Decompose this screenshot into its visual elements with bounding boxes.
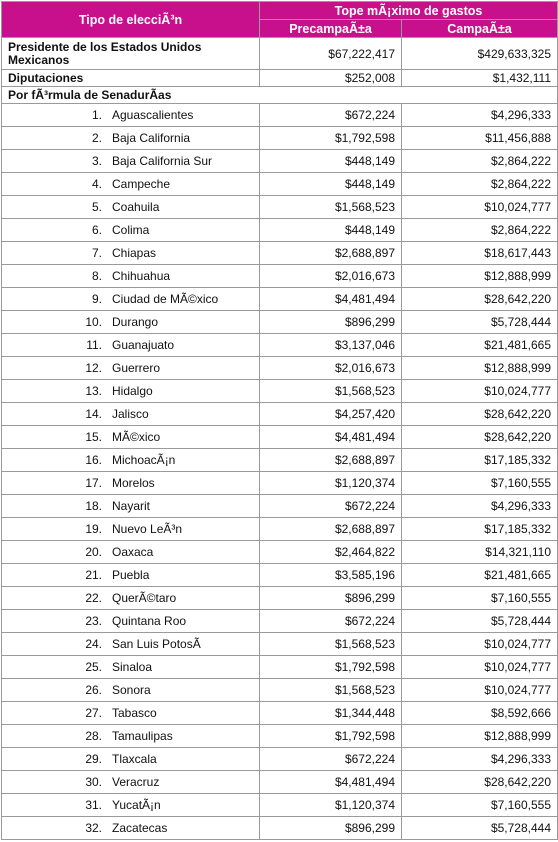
table-row	[2, 748, 558, 771]
state-name: Morelos	[112, 476, 155, 490]
table-row	[2, 242, 558, 265]
table-row	[2, 104, 558, 127]
state-cell	[2, 357, 260, 380]
table-row	[2, 679, 558, 702]
state-cell	[2, 288, 260, 311]
state-name: Tamaulipas	[112, 729, 173, 743]
campaign-value: $8,592,666	[402, 702, 558, 725]
state-cell	[2, 127, 260, 150]
state-name: YucatÃ¡n	[112, 798, 161, 812]
precampaign-header: PrecampaÃ±a	[260, 20, 402, 38]
state-cell	[2, 196, 260, 219]
row-label: Presidente de los Estados Unidos Mexicanos	[2, 38, 260, 70]
state-number: 3.	[91, 154, 102, 168]
precampaign-value: $2,016,673	[260, 357, 402, 380]
precampaign-value: $1,344,448	[260, 702, 402, 725]
precampaign-value: $896,299	[260, 587, 402, 610]
precampaign-value: $672,224	[260, 748, 402, 771]
state-number: 11.	[86, 338, 102, 352]
precampaign-value: $4,481,494	[260, 426, 402, 449]
state-cell	[2, 242, 260, 265]
precampaign-value: $252,008	[260, 70, 402, 87]
state-number: 6.	[91, 223, 102, 237]
state-cell	[2, 748, 260, 771]
campaign-value: $17,185,332	[402, 518, 558, 541]
state-number: 26.	[85, 683, 102, 697]
table-row	[2, 449, 558, 472]
state-name: Ciudad de MÃ©xico	[112, 292, 219, 306]
campaign-value: $12,888,999	[402, 265, 558, 288]
campaign-value: $5,728,444	[402, 610, 558, 633]
state-number: 32.	[85, 821, 102, 835]
campaign-value: $2,864,222	[402, 219, 558, 242]
campaign-value: $14,321,110	[402, 541, 558, 564]
state-name: QuerÃ©taro	[112, 591, 177, 605]
campaign-value: $5,728,444	[402, 311, 558, 334]
campaign-value: $10,024,777	[402, 633, 558, 656]
state-number: 22.	[85, 591, 102, 605]
state-cell	[2, 150, 260, 173]
table-row	[2, 380, 558, 403]
precampaign-value: $1,120,374	[260, 794, 402, 817]
precampaign-value: $2,688,897	[260, 518, 402, 541]
state-name: Puebla	[112, 568, 150, 582]
campaign-value: $17,185,332	[402, 449, 558, 472]
campaign-value: $12,888,999	[402, 725, 558, 748]
state-cell	[2, 219, 260, 242]
state-name: Chiapas	[112, 246, 157, 260]
state-name: Oaxaca	[112, 545, 154, 559]
state-cell	[2, 311, 260, 334]
campaign-value: $28,642,220	[402, 426, 558, 449]
state-cell	[2, 173, 260, 196]
state-name: MichoacÃ¡n	[112, 453, 176, 467]
state-number: 25.	[85, 660, 102, 674]
precampaign-value: $67,222,417	[260, 38, 402, 70]
state-number: 18.	[85, 499, 102, 513]
state-name: Baja California Sur	[112, 154, 213, 168]
state-name: Nayarit	[112, 499, 151, 513]
state-number: 31.	[85, 798, 102, 812]
table-row	[2, 196, 558, 219]
campaign-value: $5,728,444	[402, 817, 558, 840]
table-row	[2, 564, 558, 587]
precampaign-value: $672,224	[260, 610, 402, 633]
campaign-value: $18,617,443	[402, 242, 558, 265]
state-name: San Luis PotosÃ	[112, 637, 201, 651]
state-rows	[2, 104, 558, 840]
precampaign-value: $672,224	[260, 495, 402, 518]
spending-limits-table	[1, 1, 558, 840]
campaign-value: $10,024,777	[402, 380, 558, 403]
table-row	[2, 495, 558, 518]
state-name: Quintana Roo	[112, 614, 187, 628]
state-cell	[2, 564, 260, 587]
max-spending-header: Tope mÃ¡ximo de gastos	[260, 2, 558, 20]
state-name: Durango	[112, 315, 159, 329]
table-row	[2, 403, 558, 426]
state-cell	[2, 541, 260, 564]
table-row	[2, 472, 558, 495]
table-row	[2, 219, 558, 242]
state-cell	[2, 403, 260, 426]
election-type-header: Tipo de elecciÃ³n	[2, 2, 260, 38]
campaign-value: $10,024,777	[402, 679, 558, 702]
state-number: 23.	[85, 614, 102, 628]
state-name: Chihuahua	[112, 269, 171, 283]
campaign-value: $7,160,555	[402, 472, 558, 495]
table-row	[2, 771, 558, 794]
table-row	[2, 426, 558, 449]
state-name: Jalisco	[112, 407, 149, 421]
campaign-value: $10,024,777	[402, 196, 558, 219]
state-number: 30.	[85, 775, 102, 789]
state-name: Campeche	[112, 177, 171, 191]
campaign-value: $7,160,555	[402, 794, 558, 817]
table-row	[2, 357, 558, 380]
state-number: 2.	[91, 131, 102, 145]
state-number: 27.	[85, 706, 102, 720]
campaign-value: $10,024,777	[402, 656, 558, 679]
state-name: Zacatecas	[112, 821, 168, 835]
state-number: 24.	[85, 637, 102, 651]
state-cell	[2, 334, 260, 357]
state-cell	[2, 794, 260, 817]
state-cell	[2, 265, 260, 288]
state-name: Baja California	[112, 131, 191, 145]
precampaign-value: $1,792,598	[260, 656, 402, 679]
state-number: 10.	[85, 315, 102, 329]
state-number: 17.	[85, 476, 102, 490]
table-row	[2, 127, 558, 150]
state-cell	[2, 656, 260, 679]
precampaign-value: $896,299	[260, 817, 402, 840]
precampaign-value: $1,792,598	[260, 127, 402, 150]
precampaign-value: $448,149	[260, 173, 402, 196]
precampaign-value: $4,257,420	[260, 403, 402, 426]
state-name: Guanajuato	[112, 338, 175, 352]
state-name: Hidalgo	[112, 384, 153, 398]
table-row	[2, 173, 558, 196]
campaign-value: $28,642,220	[402, 771, 558, 794]
table-row	[2, 587, 558, 610]
state-number: 21.	[85, 568, 102, 582]
state-cell	[2, 104, 260, 127]
state-cell	[2, 679, 260, 702]
table-row	[2, 38, 558, 70]
state-name: Tabasco	[112, 706, 157, 720]
table-row	[2, 518, 558, 541]
state-name: Sinaloa	[112, 660, 153, 674]
campaign-value: $28,642,220	[402, 288, 558, 311]
table-row	[2, 610, 558, 633]
row-label: Diputaciones	[2, 70, 260, 87]
table-row	[2, 725, 558, 748]
state-number: 15.	[85, 430, 102, 444]
table-row	[2, 311, 558, 334]
precampaign-value: $2,688,897	[260, 242, 402, 265]
campaign-value: $2,864,222	[402, 173, 558, 196]
state-cell	[2, 518, 260, 541]
state-name: Aguascalientes	[112, 108, 194, 122]
state-number: 19.	[85, 522, 102, 536]
precampaign-value: $672,224	[260, 104, 402, 127]
table-row	[2, 633, 558, 656]
state-cell	[2, 426, 260, 449]
table-row	[2, 70, 558, 87]
state-name: Sonora	[112, 683, 151, 697]
precampaign-value: $1,568,523	[260, 633, 402, 656]
table-row	[2, 702, 558, 725]
state-number: 16.	[85, 453, 102, 467]
state-number: 9.	[91, 292, 102, 306]
campaign-value: $429,633,325	[402, 38, 558, 70]
precampaign-value: $1,120,374	[260, 472, 402, 495]
precampaign-value: $448,149	[260, 150, 402, 173]
precampaign-value: $2,016,673	[260, 265, 402, 288]
state-cell	[2, 633, 260, 656]
state-number: 5.	[91, 200, 102, 214]
precampaign-value: $4,481,494	[260, 288, 402, 311]
table-row	[2, 288, 558, 311]
campaign-value: $11,456,888	[402, 127, 558, 150]
table-row	[2, 334, 558, 357]
precampaign-value: $4,481,494	[260, 771, 402, 794]
section-row	[2, 87, 558, 104]
campaign-value: $21,481,665	[402, 334, 558, 357]
campaign-value: $4,296,333	[402, 495, 558, 518]
precampaign-value: $1,568,523	[260, 380, 402, 403]
table-row	[2, 656, 558, 679]
precampaign-value: $3,585,196	[260, 564, 402, 587]
precampaign-value: $1,792,598	[260, 725, 402, 748]
table-row	[2, 541, 558, 564]
state-cell	[2, 771, 260, 794]
state-number: 28.	[85, 729, 102, 743]
state-number: 20.	[85, 545, 102, 559]
state-number: 4.	[91, 177, 102, 191]
state-name: Colima	[112, 223, 150, 237]
state-number: 14.	[85, 407, 102, 421]
state-cell	[2, 725, 260, 748]
state-name: Coahuila	[112, 200, 160, 214]
table-row	[2, 150, 558, 173]
state-number: 29.	[85, 752, 102, 766]
state-name: Guerrero	[112, 361, 161, 375]
state-cell	[2, 587, 260, 610]
campaign-value: $2,864,222	[402, 150, 558, 173]
state-number: 13.	[85, 384, 102, 398]
precampaign-value: $2,688,897	[260, 449, 402, 472]
table-row	[2, 265, 558, 288]
state-cell	[2, 610, 260, 633]
state-cell	[2, 495, 260, 518]
precampaign-value: $3,137,046	[260, 334, 402, 357]
precampaign-value: $896,299	[260, 311, 402, 334]
state-name: Nuevo LeÃ³n	[112, 522, 183, 536]
state-name: Tlaxcala	[112, 752, 157, 766]
table-row	[2, 817, 558, 840]
precampaign-value: $2,464,822	[260, 541, 402, 564]
campaign-value: $21,481,665	[402, 564, 558, 587]
state-name: Veracruz	[112, 775, 160, 789]
state-number: 7.	[91, 246, 102, 260]
campaign-value: $4,296,333	[402, 748, 558, 771]
state-cell	[2, 817, 260, 840]
table-row	[2, 794, 558, 817]
state-number: 1.	[91, 108, 102, 122]
state-cell	[2, 472, 260, 495]
campaign-value: $4,296,333	[402, 104, 558, 127]
state-cell	[2, 380, 260, 403]
precampaign-value: $448,149	[260, 219, 402, 242]
precampaign-value: $1,568,523	[260, 679, 402, 702]
state-number: 8.	[91, 269, 102, 283]
campaign-value: $7,160,555	[402, 587, 558, 610]
state-cell	[2, 702, 260, 725]
campaign-value: $12,888,999	[402, 357, 558, 380]
campaign-value: $1,432,111	[402, 70, 558, 87]
precampaign-value: $1,568,523	[260, 196, 402, 219]
state-cell	[2, 449, 260, 472]
campaign-value: $28,642,220	[402, 403, 558, 426]
campaign-header: CampaÃ±a	[402, 20, 558, 38]
state-name: MÃ©xico	[112, 430, 161, 444]
state-number: 12.	[85, 361, 102, 375]
section-label: Por fÃ³rmula de SenadurÃas	[2, 87, 558, 104]
